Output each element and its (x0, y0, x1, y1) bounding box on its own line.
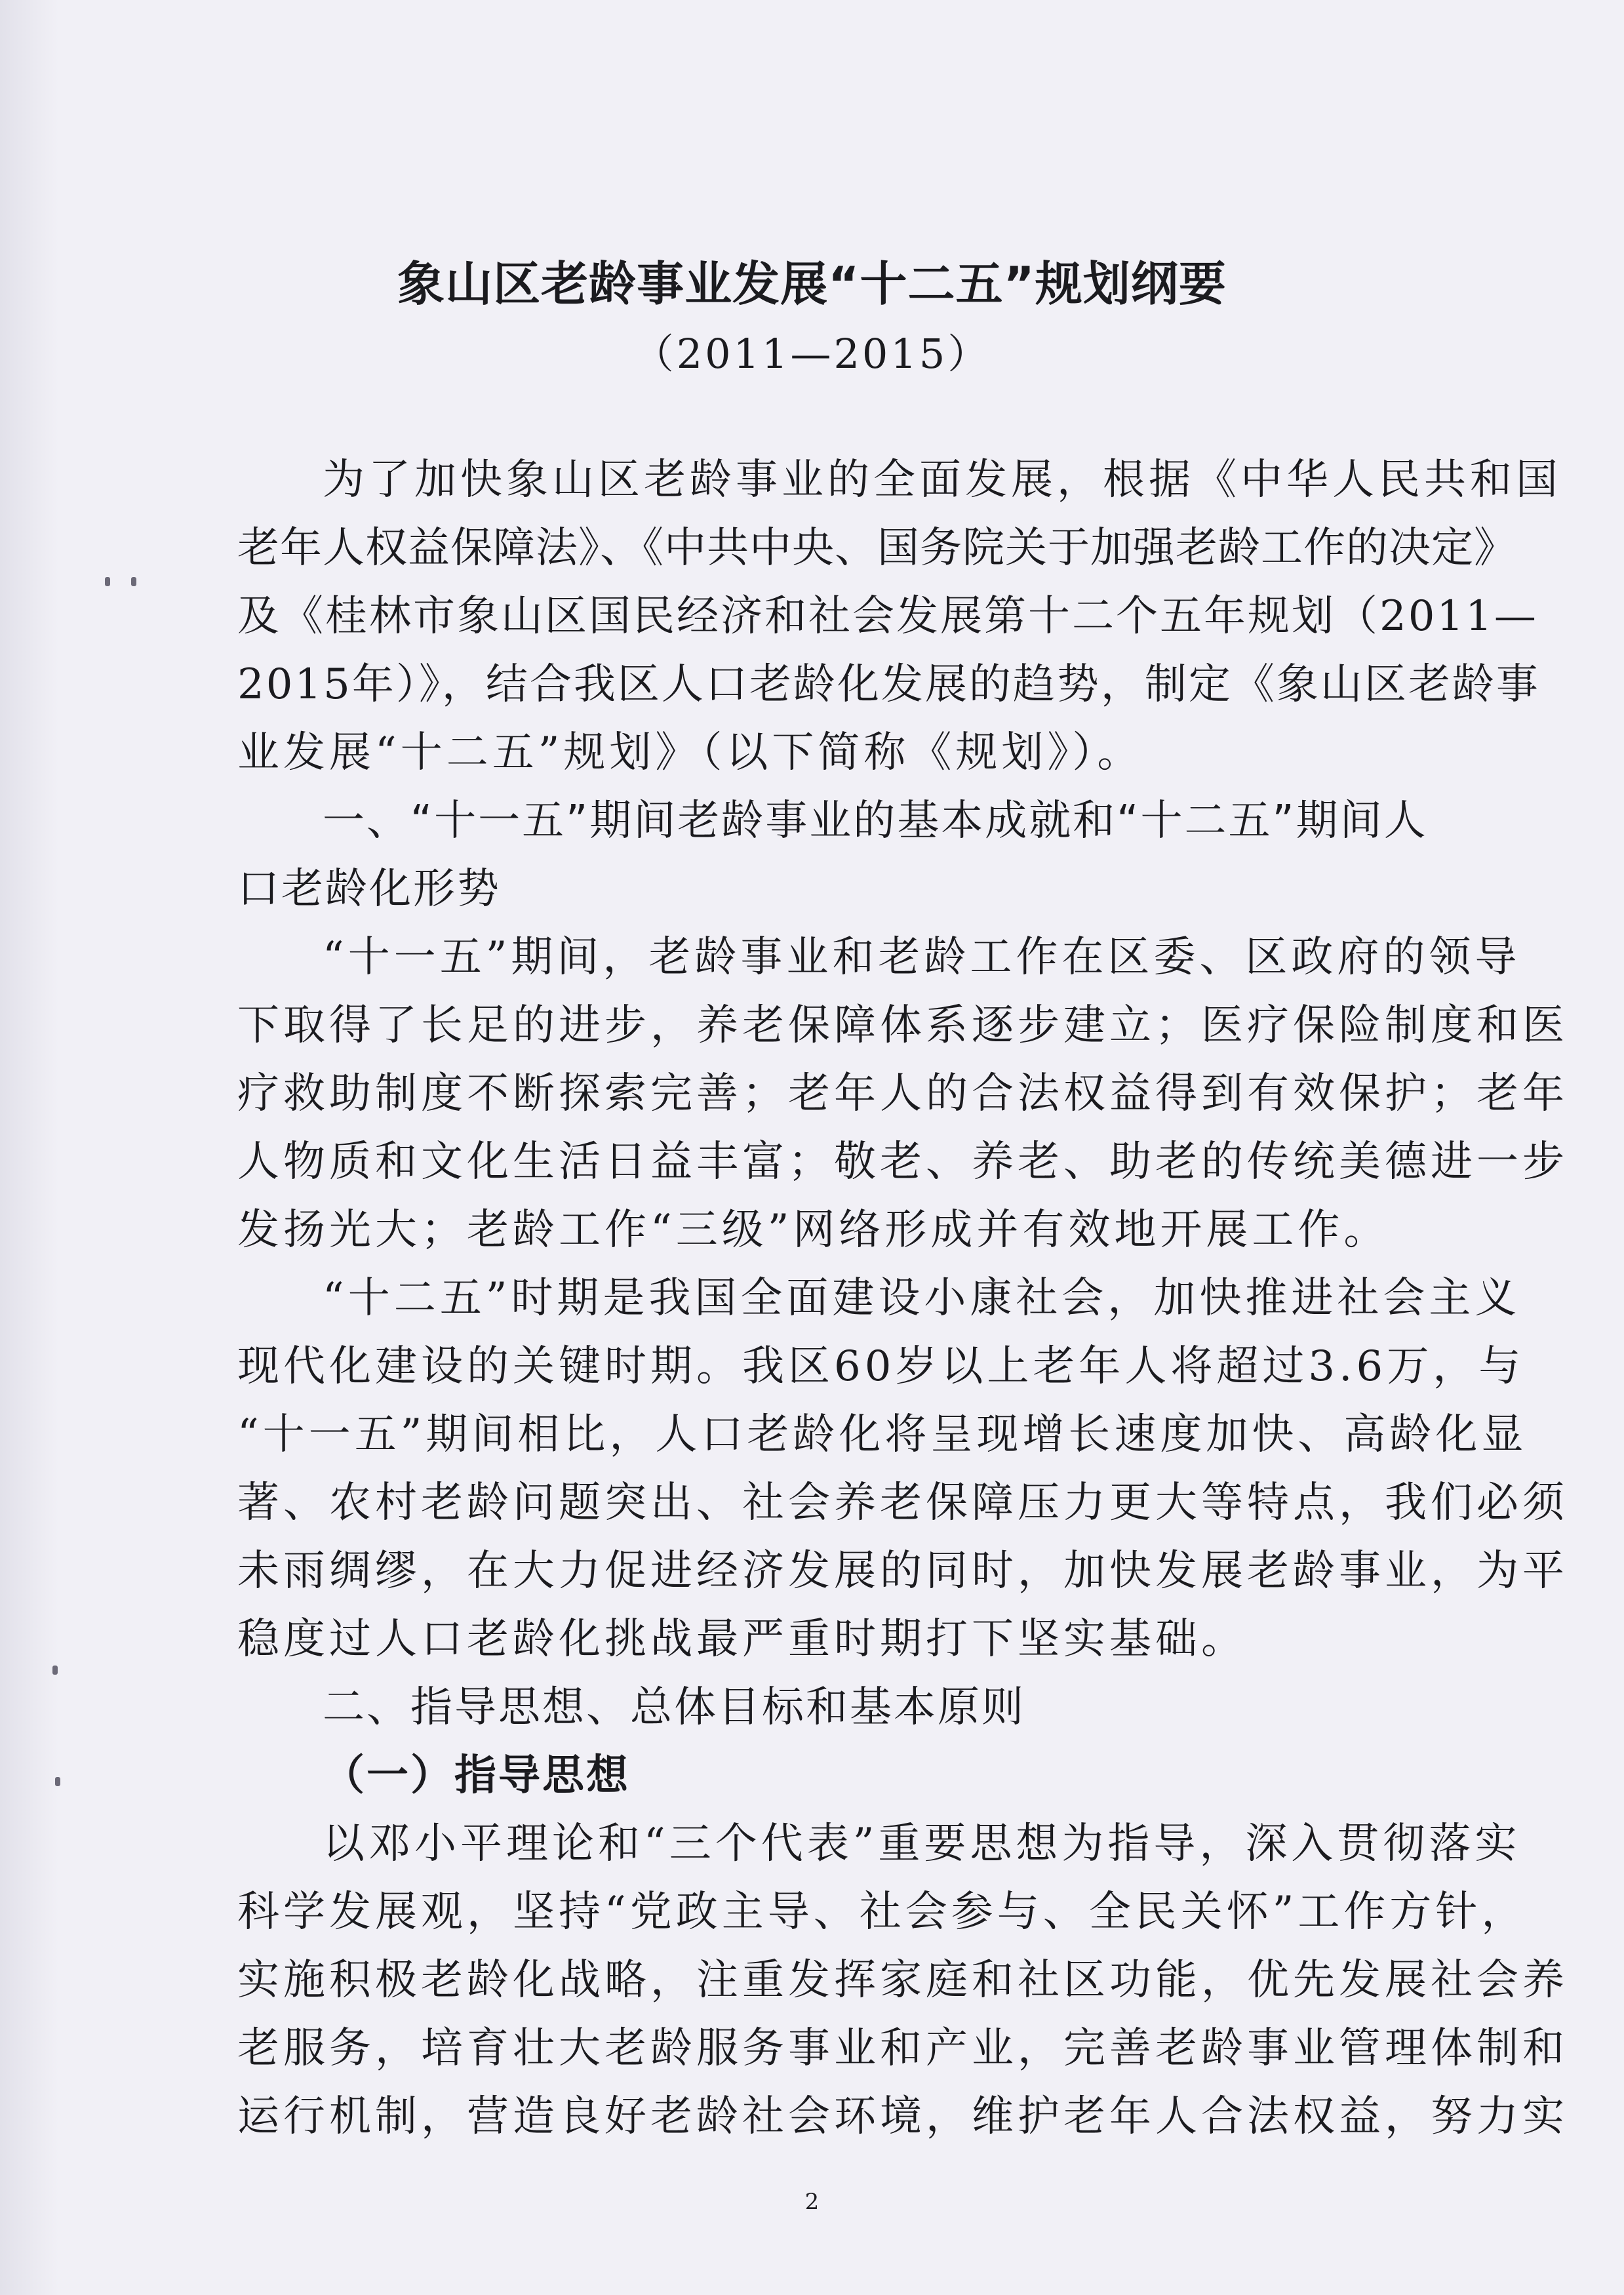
page-number: 2 (804, 2189, 820, 2215)
document-body (237, 446, 1568, 2151)
section-heading: 口老龄化形势 (237, 865, 501, 913)
subsection-heading: （一）指导思想 (323, 1751, 630, 1800)
paragraph-line: 运行机制，营造良好老龄社会环境，维护老年人合法权益，努力实 (237, 2092, 1568, 2141)
punch-hole-mark (105, 577, 110, 586)
paragraph-line: 2015年）》，结合我区人口老龄化发展的趋势，制定《象山区老龄事 (237, 660, 1540, 709)
paragraph-line: “十一五”期间，老龄事业和老龄工作在区委、区政府的领导 (323, 933, 1521, 982)
paragraph-line: 老年人权益保障法》、《中共中央、国务院关于加强老龄工作的决定》 (237, 524, 1516, 572)
paragraph-line: 未雨绸缪，在大力促进经济发展的同时，加快发展老龄事业，为平 (237, 1547, 1568, 1595)
paragraph-line: 疗救助制度不断探索完善；老年人的合法权益得到有效保护；老年 (237, 1069, 1568, 1118)
paragraph-line: 现代化建设的关键时期。我区60岁以上老年人将超过3.6万，与 (237, 1342, 1525, 1391)
paragraph-line: 老服务，培育壮大老龄服务事业和产业，完善老龄事业管理体制和 (237, 2024, 1568, 2073)
paragraph-line: “十二五”时期是我国全面建设小康社会，加快推进社会主义 (323, 1274, 1521, 1323)
section-heading: 二、指导思想、总体目标和基本原则 (323, 1683, 1025, 1732)
paragraph-line: 及《桂林市象山区国民经济和社会发展第十二个五年规划（2011— (237, 592, 1538, 641)
punch-hole-mark (131, 577, 136, 586)
paragraph-line: 以邓小平理论和“三个代表”重要思想为指导，深入贯彻落实 (323, 1820, 1521, 1868)
paragraph-line: 著、农村老龄问题突出、社会养老保障压力更大等特点，我们必须 (237, 1479, 1568, 1527)
paragraph-line: 科学发展观，坚持“党政主导、社会参与、全民关怀”工作方针， (237, 1888, 1528, 1936)
document-title: 象山区老龄事业发展“十二五”规划纲要 (397, 256, 1227, 311)
paragraph-line: 为了加快象山区老龄事业的全面发展，根据《中华人民共和国 (323, 456, 1562, 504)
paragraph-line: 实施积极老龄化战略，注重发挥家庭和社区功能，优先发展社会养 (237, 1956, 1568, 2005)
paragraph-line: “十一五”期间相比，人口老龄化将呈现增长速度加快、高龄化显 (237, 1410, 1528, 1459)
punch-hole-mark (52, 1666, 58, 1675)
section-heading: 一、“十一五”期间老龄事业的基本成就和“十二五”期间人 (323, 797, 1428, 845)
paragraph-line: 业发展“十二五”规划》（以下简称《规划》）。 (237, 728, 1143, 777)
paragraph-line: 下取得了长足的进步，养老保障体系逐步建立；医疗保险制度和医 (237, 1001, 1568, 1050)
paragraph-line: 人物质和文化生活日益丰富；敬老、养老、助老的传统美德进一步 (237, 1138, 1568, 1186)
paragraph-line: 发扬光大；老龄工作“三级”网络形成并有效地开展工作。 (237, 1206, 1390, 1254)
paragraph-line: 稳度过人口老龄化挑战最严重时期打下坚实基础。 (237, 1615, 1247, 1664)
punch-hole-mark (55, 1777, 60, 1786)
document-subtitle: （2011—2015） (633, 330, 991, 378)
